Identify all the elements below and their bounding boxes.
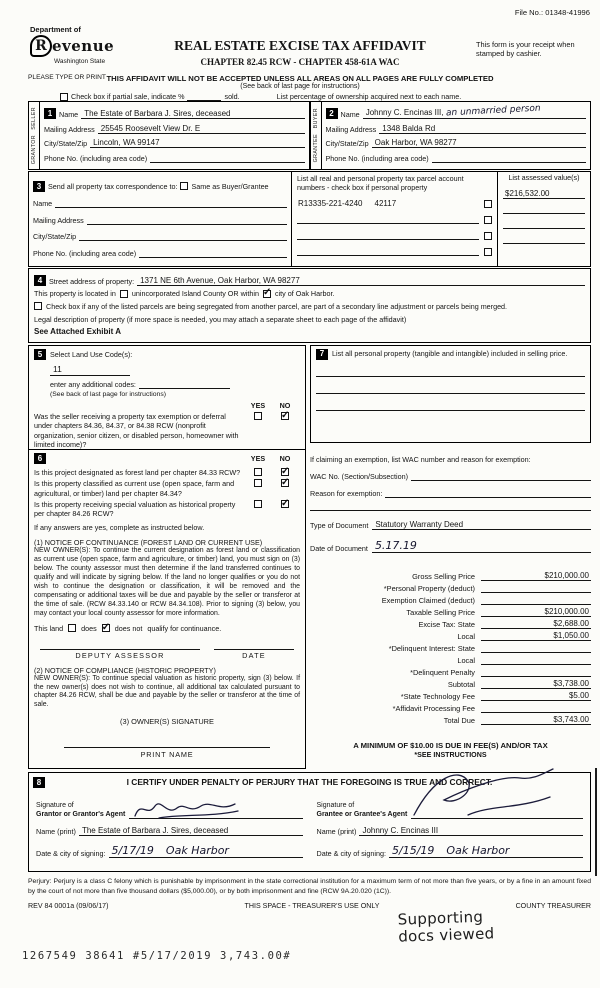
forest-no-checkbox[interactable] xyxy=(281,468,289,476)
fee-row xyxy=(310,641,591,653)
fee-value-field[interactable]: $210,000.00 xyxy=(481,571,591,581)
grantee-signing-block xyxy=(310,789,591,858)
forest-land-question: Is this project designated as forest land per chapter 84.33 RCW? xyxy=(34,468,241,477)
legal-description-label: Legal description of property (if more space is needed, you may attach a separate sheet to each page of the affidavit) xyxy=(34,314,407,324)
fee-label: Subtotal xyxy=(447,680,475,689)
grantee-name-print-label: Name (print) xyxy=(316,827,357,836)
notice-compliance-title: (2) NOTICE OF COMPLIANCE (HISTORIC PROPERTY) xyxy=(34,665,216,675)
located-mid: unincorporated Island County OR within xyxy=(131,289,259,299)
seller-phone-field[interactable] xyxy=(150,153,304,163)
section-7-number: 7 xyxy=(316,349,328,360)
please-type-or-print: PLEASE TYPE OR PRINT xyxy=(28,74,106,81)
s5-see-back-note: (See back of last page for instructions) xyxy=(50,391,166,398)
fee-row xyxy=(310,581,591,593)
assessed-value-3-field[interactable] xyxy=(503,214,585,229)
buyer-mailing-value: 1348 Balda Rd xyxy=(382,123,436,133)
grantee-agent-label: Grantee or Grantee's Agent xyxy=(316,810,408,818)
ownership-percentage-note: List percentage of ownership acquired next to each name. xyxy=(276,92,462,101)
grantee-date-city-label: Date & city of signing: xyxy=(316,849,387,858)
grantee-signing-city: Oak Harbor xyxy=(446,844,510,857)
buyer-mailing-field[interactable] xyxy=(379,124,586,134)
parcel-row-4 xyxy=(297,247,492,256)
see-back-note: (See back of last page for instructions) xyxy=(240,83,360,90)
fee-row xyxy=(310,629,591,641)
fee-row xyxy=(310,653,591,665)
partial-sale-checkbox[interactable] xyxy=(60,93,68,101)
deputy-assessor-row xyxy=(40,641,294,660)
land-use-label: Select Land Use Code(s): xyxy=(50,350,133,359)
perjury-notice: Perjury: Perjury is a class C felony which is punishable by imprisonment in the state correctional institution for a maximum term of not more than five years, or by a fine in an amount fixed by the court of not more than five thousand dollars ($5,000.00), or by both imprisonment and fine (RCW 9A.20.020 (1C)). xyxy=(28,878,591,895)
receipt-note: This form is your receipt when stamped by cashier. xyxy=(476,40,575,59)
fee-label: Total Due xyxy=(443,716,475,725)
seller-side-label: SELLER xyxy=(31,107,37,130)
parcel-numbers-header: List all real and personal property tax parcel account numbers - check box if personal property xyxy=(297,174,464,192)
fee-label: Taxable Selling Price xyxy=(406,608,475,617)
section-4-box xyxy=(28,268,591,343)
section-6 xyxy=(29,450,305,768)
personal-property-field-2[interactable] xyxy=(316,393,585,394)
send-correspondence-label: Send all property tax correspondence to: xyxy=(48,181,178,191)
print-name-label: PRINT NAME xyxy=(140,750,194,760)
section-6-number: 6 xyxy=(34,453,46,464)
buyer-phone-field[interactable] xyxy=(432,153,586,163)
section-5 xyxy=(29,346,305,450)
file-number xyxy=(515,8,590,17)
section-7-box xyxy=(310,345,591,443)
seller-mailing-label: Mailing Address xyxy=(44,124,95,134)
personal-property-field-3[interactable] xyxy=(316,410,585,411)
deputy-assessor-date-field[interactable] xyxy=(214,641,294,650)
fee-row xyxy=(310,593,591,605)
land-does-not-checkbox[interactable] xyxy=(102,624,110,632)
partial-sale-label: Check box if partial sale, indicate % xyxy=(71,92,185,101)
buyer-name-label: Name xyxy=(340,110,360,120)
section-5-number: 5 xyxy=(34,349,46,360)
deputy-assessor-label: DEPUTY ASSESSOR xyxy=(75,650,165,660)
sold-label: sold. xyxy=(224,92,240,101)
section-8-number: 8 xyxy=(33,777,45,788)
buyer-city-value: Oak Harbor, WA 98277 xyxy=(374,138,457,148)
owners-signature-title: (3) OWNER(S) SIGNATURE xyxy=(120,717,214,727)
corr-mailing-field[interactable] xyxy=(87,215,287,225)
supporting-docs-note xyxy=(397,908,494,946)
fee-value-field[interactable] xyxy=(481,676,591,677)
minimum-fee-note: A MINIMUM OF $10.00 IS DUE IN FEE(S) AND/OR TAX xyxy=(353,741,548,750)
section-3-number: 3 xyxy=(33,181,45,192)
s5-no-label: NO xyxy=(279,401,291,410)
exemption-reason-label: Reason for exemption: xyxy=(310,489,383,498)
scan-artifact-line xyxy=(595,768,597,876)
grantor-agent-label: Grantor or Grantor's Agent xyxy=(36,810,126,818)
seller-phone-label: Phone No. (including area code) xyxy=(44,153,148,163)
fee-label: Local xyxy=(457,632,475,641)
seller-mailing-field[interactable] xyxy=(98,124,305,134)
corr-mailing-label: Mailing Address xyxy=(33,215,84,225)
s5-yes-label: YES xyxy=(250,401,266,410)
qualify-label: qualify for continuance. xyxy=(147,623,222,633)
right-column xyxy=(310,345,591,759)
segregated-checkbox[interactable] xyxy=(34,302,42,310)
s5-exemption-yes-checkbox[interactable] xyxy=(254,412,262,420)
grantee-signature-field[interactable] xyxy=(411,810,583,819)
supporting-docs-line2: docs viewed xyxy=(397,924,495,946)
buyer-name-handwritten: an unmarried person xyxy=(445,103,541,119)
grantor-signing-city: Oak Harbor xyxy=(165,844,229,857)
fee-label: Gross Selling Price xyxy=(412,572,475,581)
document-type-value: Statutory Warranty Deed xyxy=(375,520,464,529)
forest-yes-checkbox[interactable] xyxy=(254,468,262,476)
parcel-2-field[interactable] xyxy=(297,215,479,224)
logo-washington-state: Washington State xyxy=(54,58,106,65)
assessed-value-4-field[interactable] xyxy=(503,229,585,244)
fee-label: *Affidavit Processing Fee xyxy=(392,704,475,713)
fee-value-field[interactable]: $5.00 xyxy=(481,691,591,701)
grantor-signature-of-label: Signature of xyxy=(36,801,74,809)
supporting-docs-line1: Supporting xyxy=(397,907,484,929)
parcel-number-value: R13335-221-4240 xyxy=(298,199,363,208)
file-no-label: File No.: xyxy=(514,8,544,17)
partial-sale-percent-field[interactable] xyxy=(187,93,221,101)
fee-label: *Delinquent Interest: State xyxy=(388,644,475,653)
parcel-row-3 xyxy=(297,231,492,240)
historic-question-row xyxy=(34,500,300,519)
exemption-reason-field-2[interactable] xyxy=(310,510,591,511)
corr-name-label: Name xyxy=(33,199,53,208)
section-3-box xyxy=(28,171,591,267)
buyer-name-field[interactable] xyxy=(363,103,586,119)
grantor-name-print-label: Name (print) xyxy=(36,827,76,836)
section-8-box xyxy=(28,772,591,872)
this-land-label: This land xyxy=(34,623,64,633)
buyer-mailing-label: Mailing Address xyxy=(325,124,377,134)
corr-phone-field[interactable] xyxy=(139,248,287,258)
fee-row xyxy=(310,617,591,629)
parties-row xyxy=(28,101,591,170)
fee-label: *Personal Property (deduct) xyxy=(383,584,475,593)
deputy-assessor-signature-field[interactable] xyxy=(40,641,200,650)
corr-city-field[interactable] xyxy=(79,231,287,241)
seller-city-value: Lincoln, WA 99147 xyxy=(93,138,160,148)
notice-continuance-title: (1) NOTICE OF CONTINUANCE (FOREST LAND OR CURRENT USE) xyxy=(34,537,263,547)
exemption-claim-label: If claiming an exemption, list WAC number and reason for exemption: xyxy=(310,455,531,464)
s5-exemption-question: Was the seller receiving a property tax exemption or deferral under chapters 84.36, 84.37, or 84.38 RCW (nonprofit organization, senior citizen, or disabled person, homeowner with limited income)? xyxy=(34,412,239,450)
county-treasurer-label: COUNTY TREASURER xyxy=(515,902,591,910)
fee-label: Exemption Claimed (deduct) xyxy=(381,596,475,605)
buyer-grantee-box xyxy=(310,101,592,170)
fee-row xyxy=(310,605,591,617)
buyer-name-value: Johnny C. Encinas III, xyxy=(365,108,444,118)
fee-value-field[interactable] xyxy=(481,592,591,593)
certify-statement: I CERTIFY UNDER PENALTY OF PERJURY THAT THE FOREGOING IS TRUE AND CORRECT. xyxy=(126,777,493,787)
fee-label: Local xyxy=(457,656,475,665)
grantee-signature-of-label: Signature of xyxy=(316,801,355,809)
fee-row xyxy=(310,713,591,725)
additional-codes-field[interactable] xyxy=(139,379,230,389)
treasurer-space-label: THIS SPACE - TREASURER'S USE ONLY xyxy=(244,902,380,910)
historic-question: Is this property receiving special valuation as historical property per chapter 84.26 RCW? xyxy=(34,500,236,519)
seller-name-label: Name xyxy=(59,110,79,120)
additional-codes-label: enter any additional codes: xyxy=(50,380,136,389)
seller-city-label: City/State/Zip xyxy=(44,139,88,149)
form-title-block xyxy=(150,38,450,67)
corr-name-field[interactable] xyxy=(55,198,287,208)
fee-row xyxy=(310,569,591,581)
completion-warning: THIS AFFIDAVIT WILL NOT BE ACCEPTED UNLESS ALL AREAS ON ALL PAGES ARE FULLY COMPLETED xyxy=(106,74,494,83)
fee-value-field[interactable]: $3,738.00 xyxy=(481,679,591,689)
grantor-name-value: The Estate of Barbara J. Sires, deceased xyxy=(81,826,229,835)
fee-value-field[interactable] xyxy=(481,664,591,665)
seller-city-field[interactable] xyxy=(90,138,304,148)
land-does-checkbox[interactable] xyxy=(68,624,76,632)
parcel-3-field[interactable] xyxy=(297,231,479,240)
grantee-date-city-field[interactable] xyxy=(389,844,583,858)
section-2-number: 2 xyxy=(326,108,338,119)
s5-exemption-question-row xyxy=(34,412,300,449)
same-as-buyer-label: Same as Buyer/Grantee xyxy=(191,181,269,191)
dor-logo xyxy=(30,25,160,65)
document-type-label: Type of Document xyxy=(310,521,369,530)
street-address-field[interactable] xyxy=(137,276,585,286)
fee-label: *State Technology Fee xyxy=(400,692,475,701)
buyer-phone-label: Phone No. (including area code) xyxy=(325,153,429,163)
s5-yes-no-header xyxy=(34,401,300,410)
grantor-signing-block xyxy=(29,789,310,858)
seller-mailing-value: 25545 Roosevelt View Dr. E xyxy=(100,123,201,133)
document-type-field[interactable] xyxy=(372,520,591,530)
assessed-value-2-field[interactable] xyxy=(503,199,585,214)
assessed-value-header: List assessed value(s) xyxy=(508,173,580,182)
buyer-side-strip xyxy=(311,102,322,169)
grantor-date-city-label: Date & city of signing: xyxy=(36,849,106,858)
exemption-reason-field[interactable] xyxy=(385,488,591,498)
fee-label: *Delinquent Penalty xyxy=(410,668,475,677)
city-checkbox[interactable] xyxy=(263,290,271,298)
section-4-number: 4 xyxy=(34,275,46,286)
parcel-number-value-2: 42117 xyxy=(374,199,397,208)
grantor-side-label: GRANTOR xyxy=(31,134,37,164)
street-address-label: Street address of property: xyxy=(49,276,135,286)
grantor-signing-date: 5/17/19 xyxy=(111,844,154,857)
segregated-label: Check box if any of the listed parcels are being segregated from another parcel, are part of a secondary line adjustment or parcels being merged. xyxy=(46,301,508,311)
see-instructions-note: *SEE INSTRUCTIONS xyxy=(414,751,487,759)
buyer-city-label: City/State/Zip xyxy=(325,139,369,149)
form-title: REAL ESTATE EXCISE TAX AFFIDAVIT xyxy=(174,38,426,53)
personal-property-label: List all personal property (tangible and intangible) included in selling price. xyxy=(332,349,568,358)
seller-name-field[interactable] xyxy=(81,109,304,119)
document-date-label: Date of Document xyxy=(310,544,368,553)
fee-row xyxy=(310,677,591,689)
seller-side-strip xyxy=(29,102,40,169)
seller-name-value: The Estate of Barbara J. Sires, deceased xyxy=(84,109,231,119)
fee-value-field[interactable] xyxy=(481,712,591,713)
grantee-side-label: GRANTEE xyxy=(312,134,319,163)
s6-no-label: NO xyxy=(279,454,291,463)
fee-table xyxy=(310,569,591,725)
located-city: city of Oak Harbor. xyxy=(274,289,335,299)
fee-row xyxy=(310,689,591,701)
rev-form-number: REV 84 0001a (09/06/17) xyxy=(28,902,109,910)
current-use-question-row xyxy=(34,479,300,498)
seller-grantor-box xyxy=(28,101,310,170)
s6-yes-label: YES xyxy=(250,454,266,463)
historic-yes-checkbox[interactable] xyxy=(254,500,262,508)
revenue-logo-r-icon: R xyxy=(30,35,52,57)
left-column-box xyxy=(28,345,306,769)
s5-exemption-no-checkbox[interactable] xyxy=(281,412,289,420)
fee-row xyxy=(310,665,591,677)
parcel-2-personal-checkbox[interactable] xyxy=(484,216,492,224)
historic-no-checkbox[interactable] xyxy=(281,500,289,508)
grantee-name-field[interactable] xyxy=(359,826,583,836)
does-not-label: does not xyxy=(114,623,143,633)
partial-sale-row xyxy=(60,92,590,101)
wac-number-label: WAC No. (Section/Subsection) xyxy=(310,472,408,481)
unincorporated-county-checkbox[interactable] xyxy=(120,290,128,298)
assessed-value-1: $216,532.00 xyxy=(503,189,585,199)
document-date-field[interactable] xyxy=(372,539,591,553)
located-prefix: This property is located in xyxy=(34,289,116,299)
continuance-qualify-row xyxy=(34,624,300,633)
footer-row xyxy=(28,902,591,910)
fee-value-field[interactable] xyxy=(481,604,591,605)
same-as-buyer-checkbox[interactable] xyxy=(180,182,188,190)
parcel-3-personal-checkbox[interactable] xyxy=(484,232,492,240)
parcel-1-personal-checkbox[interactable] xyxy=(484,200,492,208)
buyer-side-label: BUYER xyxy=(312,108,319,129)
if-yes-note: If any answers are yes, complete as instructed below. xyxy=(34,522,205,532)
fee-value-field[interactable] xyxy=(481,652,591,653)
current-use-question: Is this property classified as current use (open space, farm and agricultural, or timber) land per chapter 84.34? xyxy=(34,479,235,498)
buyer-city-field[interactable] xyxy=(372,138,586,148)
notice-compliance-body: NEW OWNER(S): To continue special valuation as historic property, sign (3) below. If the new owner(s) does not wish to continue, all additional tax calculated pursuant to chapter 84.26 RCW, shall be due and payable by the seller or transferor at the time of sale. xyxy=(34,674,300,709)
current-use-yes-checkbox[interactable] xyxy=(254,479,262,487)
does-label: does xyxy=(81,623,97,633)
corr-phone-label: Phone No. (including area code) xyxy=(33,248,137,258)
parcel-4-field[interactable] xyxy=(297,247,479,256)
grantee-signing-date: 5/15/19 xyxy=(392,844,435,857)
form-chapter: CHAPTER 82.45 RCW - CHAPTER 458-61A WAC xyxy=(200,57,400,67)
forest-land-question-row xyxy=(34,468,300,477)
fee-value-field[interactable]: $1,050.00 xyxy=(481,631,591,641)
fee-row xyxy=(310,701,591,713)
deputy-date-label: DATE xyxy=(242,650,266,660)
grantor-name-field[interactable] xyxy=(79,826,303,836)
personal-property-field-1[interactable] xyxy=(316,376,585,377)
legal-description-value: See Attached Exhibit A xyxy=(34,327,121,337)
land-use-code-field[interactable]: 11 xyxy=(50,363,130,376)
fee-label: Excise Tax: State xyxy=(418,620,475,629)
notice-continuance-body: NEW OWNER(S): To continue the current designation as forest land or classification as current use (open space, farm and agriculture, or timber) land, you must sign on (3) below. The county assessor must then determine if the land transferred continues to qualify and will indicate by signing below. If the land no longer qualifies or you do not wish to continue the designation or classification, it will be removed and the compensating or additional taxes will be due and payable by the seller or transferor at the time of sale. (RCW 84.33.140 or RCW 84.34.108). Prior to signing (3) below, you may contact your local county assessor for more information. xyxy=(34,546,300,617)
owners-signature-field[interactable] xyxy=(64,726,270,748)
current-use-no-checkbox[interactable] xyxy=(281,479,289,487)
fee-value-field[interactable]: $2,688.00 xyxy=(481,619,591,629)
wac-number-field[interactable] xyxy=(411,471,591,481)
treasurer-stamp: 1267549 38641 #5/17/2019 3,743.00# xyxy=(22,950,292,962)
section-1-number: 1 xyxy=(44,108,56,119)
parcel-row-2 xyxy=(297,215,492,224)
corr-city-label: City/State/Zip xyxy=(33,232,77,241)
grantor-signature xyxy=(131,796,241,822)
fee-value-field[interactable]: $3,743.00 xyxy=(481,715,591,725)
parcel-4-personal-checkbox[interactable] xyxy=(484,248,492,256)
document-date-value: 5.17.19 xyxy=(374,539,417,552)
logo-department-of: Department of xyxy=(30,25,81,34)
logo-evenue: evenue xyxy=(52,37,115,55)
grantee-name-value: Johnny C. Encinas III xyxy=(362,826,439,835)
street-address-value: 1371 NE 6th Avenue, Oak Harbor, WA 98277 xyxy=(140,275,300,285)
fee-value-field[interactable]: $210,000.00 xyxy=(481,607,591,617)
file-no-value: 01348-41996 xyxy=(545,8,590,17)
parcel-row-1 xyxy=(297,199,492,208)
grantor-date-city-field[interactable] xyxy=(109,844,303,858)
